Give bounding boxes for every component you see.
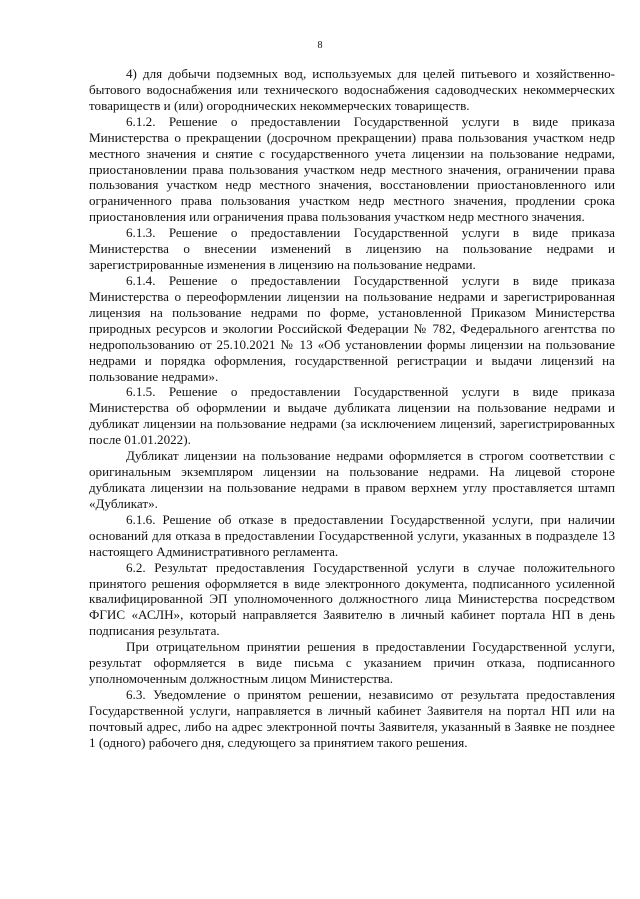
paragraph-6-1-6: 6.1.6. Решение об отказе в предоставлении Государственной услуги, при наличии оснований для отказа в предоставлении Государственной услуги, указанных в подразделе 13 настоящего Административного регламента.: [89, 511, 615, 559]
paragraph-6-1-5: 6.1.5. Решение о предоставлении Государственной услуги в виде приказа Министерства об оформлении и выдаче дубликата лицензии на пользование недрами и дубликат лицензии на пользование недрами (за исключением лицензий, зарегистрированных после 01.01.2022).: [89, 384, 615, 448]
paragraph-water-extraction: 4) для добычи подземных вод, используемых для целей питьевого и хозяйственно-бытового водоснабжения или технического водоснабжения садоводческих некоммерческих товариществ и (или) огороднических некоммерческих товариществ.: [89, 66, 615, 113]
document-body: [89, 66, 615, 751]
paragraph-6-1-4: 6.1.4. Решение о предоставлении Государственной услуги в виде приказа Министерства о переоформлении лицензии на пользование недрами и зарегистрированная лицензия на пользование недрами по форме, установленной Приказом Министерства природных ресурсов и экологии Российской Федерации № 782, Федерального агентства по недропользованию от 25.10.2021 № 13 «Об установлении формы лицензии на пользование недрами и порядка оформления, государственной регистрации и выдачи лицензий на пользование недрами».: [89, 272, 615, 384]
paragraph-negative-decision: При отрицательном принятии решения в предоставлении Государственной услуги, результат оформляется в виде письма с указанием причин отказа, подписанного уполномоченным должностным лицом Министерства.: [89, 639, 615, 687]
paragraph-6-1-2: 6.1.2. Решение о предоставлении Государственной услуги в виде приказа Министерства о прекращении (досрочном прекращении) права пользования участком недр местного значения и снятие с государственного учета лицензии на пользование недрами, приостановлении права пользования участком недр местного значения, ограничении права пользования участком недр местного значения, восстановлении приостановленного или ограниченного права пользования участком недр местного значения, продлении срока приостановления или ограничения права пользования участком недр местного значения.: [89, 113, 615, 225]
page-number: 8: [317, 40, 323, 51]
paragraph-6-1-3: 6.1.3. Решение о предоставлении Государственной услуги в виде приказа Министерства о внесении изменений в лицензию на пользование недрами и зарегистрированные изменения в лицензию на пользование недрами.: [89, 225, 615, 273]
paragraph-6-2: 6.2. Результат предоставления Государственной услуги в случае положительного принятого решения оформляется в виде электронного документа, подписанного усиленной квалифицированной ЭП уполномоченного должностного лица Министерства посредством ФГИС «АСЛН», который направляется Заявителю в личный кабинет портала НП в день подписания результата.: [89, 559, 615, 639]
paragraph-6-3: 6.3. Уведомление о принятом решении, независимо от результата предоставления Государственной услуги, направляется в личный кабинет Заявителя на портал НП или на почтовый адрес, либо на адрес электронной почты Заявителя, указанный в Заявке не позднее 1 (одного) рабочего дня, следующего за принятием такого решения.: [89, 686, 615, 750]
paragraph-duplicate-license: Дубликат лицензии на пользование недрами оформляется в строгом соответствии с оригинальным экземпляром лицензии на пользование недрами. На лицевой стороне дубликата лицензии на пользование недрами в правом верхнем углу проставляется штамп «Дубликат».: [89, 448, 615, 511]
